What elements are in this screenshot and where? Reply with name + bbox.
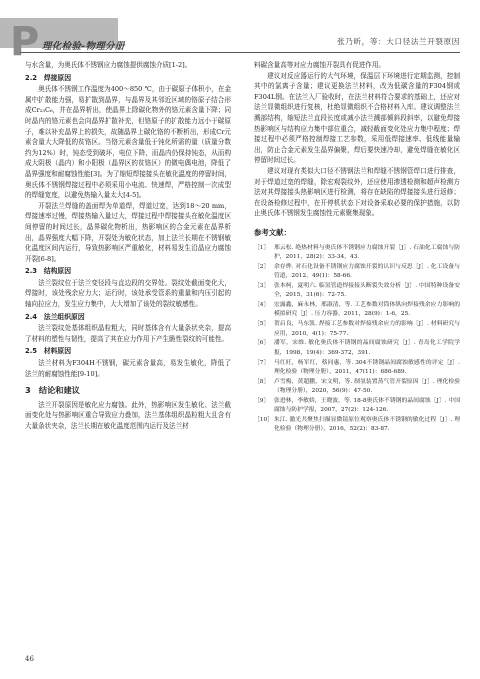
header-divider: [20, 52, 460, 53]
reference-text: 余存烨. 对石化设备不锈钢应力腐蚀开裂的认识与反思［J］. 化工设备与管道，2012，49(1)：58-66.: [274, 263, 460, 279]
paragraph: 法兰裂纹位于法兰变径段与直边段的交界处。裂纹处截面变化大，焊接时，该处残余应力大；运行时，该处承受管系的重量和内压引起的轴向拉应力，发生应力集中，大大增加了该处的裂纹敏感性。: [25, 278, 231, 309]
paragraph: 建议对反应器运行的大气环境，保温层下环境进行定期监测，控制其中的氯离子含量；建议更换法兰材料，改为低碳含量的F304钢或F304L钢。在法兰入厂验收时，在法兰材料符合要求的基础上，还应对法兰显微组织进行复核，杜绝显微组织不合格材料入库。建议调整法兰溅部结构，缩短法兰直段长度或减小法兰溅部倾斜段斜率，以避免焊接热影响区与结构应力集中部位重合，减轻截面变化处应力集中程度；焊接过程中必须严格控制焊接工艺参数，采用低焊接速率、低线能量输出，防止合金元素发生晶界偏聚，焊后要快速冷却，避免焊缝在敏化区停留时间过长。: [254, 71, 460, 165]
left-column: [25, 60, 231, 432]
reference-number: ［5］: [254, 321, 270, 328]
reference-number: ［2］: [254, 263, 270, 270]
paragraph: 开裂法兰焊缝的盖面焊为单道焊，焊道过宽，达到18～20 mm，焊接速率过慢，焊接热输入量过大，焊接过程中焊接接头在敏化温度区间停留的时间过长，晶界碳化物析出，热影响区的合金元素在晶界析出，晶界强度大幅下降，开裂处为敏化状态，加上法兰长期在不锈钢敏化温度区间内运行，导致热影响区严重敏化，材料易发生沿晶应力腐蚀开裂[6-8]。: [25, 201, 231, 263]
reference-text: 朱江. 激光共聚焦扫描显微镜原位观察奥氏体不锈钢的敏化过程［J］. 理化检验（物理分册），2016，52(2)：83-87.: [274, 417, 460, 433]
logo-letter: P: [10, 19, 40, 65]
right-column-body: [254, 60, 460, 219]
reference-text: 马红旺，杨军红，蔡同惠，等. 304不锈钢晶间腐蚀敏感性的评定［J］. 理化检验（物理分册），2011，47(11)：686-689.: [274, 359, 460, 375]
paragraph: 法兰开裂原因是敏化应力腐蚀。此外，热影响区发生敏化、法兰截面变化处与热影响区重合导致应力叠加，法兰基体组织晶粒粗大且含有大量条状夹杂，法兰长期在敏化温度范围内运行及法兰材: [25, 400, 231, 430]
reference-text: 邢云松. 绝热材料与奥氏体不锈钢应力腐蚀开裂［J］. 石油化工腐蚀与防护，2011，28(2)：33-34，43.: [274, 244, 460, 260]
reference-number: ［6］: [254, 340, 270, 347]
reference-item: [254, 320, 460, 339]
reference-item: [254, 416, 460, 435]
paragraph: 与水含量，为奥氏体不锈钢应力腐蚀提供腐蚀介质[1-2]。: [25, 61, 192, 69]
reference-number: ［9］: [254, 398, 270, 404]
right-column: [254, 60, 460, 435]
reference-text: 张进林，李敏娇，王晓波，等. 18-8奥氏体不锈钢的晶间腐蚀［J］. 中国腐蚀与防护学报，2007，27(2)：124-126.: [274, 398, 460, 414]
reference-text: 卢雪梅，黄超鹏，宋文明，等. 制氢装置蒸气管开裂原因［J］. 理化检验（物理分册），2020，56(9)：47-50.: [274, 378, 460, 395]
section-heading: 2.3 结构原因: [25, 267, 72, 276]
section-heading: 2.5 材料原因: [25, 347, 72, 356]
reference-text: 宏露鑫，麻永林，邢淑清，等. 工艺参数对筒体纵向焊接残余应力影响的模拟研究［J］. 压力容器，2011，28(9)：1-6，25.: [274, 302, 460, 318]
reference-text: 张本柯，夏明六. 临氢管道焊接接头断裂失效分析［J］. 中国特种设备安全，2015，31(6)：72-75.: [274, 282, 460, 299]
reference-number: ［10］: [254, 417, 273, 424]
reference-number: ［7］: [254, 359, 270, 366]
reference-item: [254, 359, 460, 378]
reference-number: ［8］: [254, 378, 270, 385]
reference-number: ［1］: [254, 244, 270, 251]
reference-number: ［4］: [254, 302, 270, 309]
reference-number: ［3］: [254, 282, 270, 289]
reference-item: [254, 263, 460, 282]
reference-item: [254, 244, 460, 263]
reference-item: [254, 282, 460, 301]
page-number: 46: [25, 655, 34, 663]
reference-text: 贺启良，马东凯. 焊接工艺参数对焊接残余应力的影响［J］. 材料研究与应用，2010，4(1)：75-77.: [274, 321, 460, 337]
reference-item: [254, 339, 460, 358]
journal-name: 理化检验-物理分册: [42, 41, 125, 52]
chapter-heading: 3 结论和建议: [25, 385, 80, 396]
paragraph: 奥氏体不锈钢工作温度为400～850 ℃，由于碳原子体积小，在金属中扩散能力强，易扩散到晶界，与晶界及其邻近区域的铬原子结合形成Cr₂₃C₆，并在晶界析出，使晶界上除碳化物外的铬元素含量下降；同时晶内的铬元素也会向晶界扩散补充，但铬原子的扩散能力远小于碳原子，难以补充晶界上的损失，故随晶界上碳化铬的不断析出，形成Cr元素含量大大降低的贫铬区。当铬元素含量低于钝化所需的量（质量分数约为12%）时，钝态受到破坏，电位下降，而晶内仍保持钝态，从而构成大阴极（晶内）和小阳极（晶界区的贫铬区）的微电偶电池，降低了晶界强度和耐腐蚀性能[3]。为了缩短焊接接头在敏化温度的停留时间，奥氏体不锈钢焊接过程中必须采用小电流、快速焊，严格控制一次成型的焊缝宽度，以避免热输入量太大[4-5]。: [25, 85, 231, 200]
reference-text: 潘军，宋维. 敏化奥氏体不锈钢的晶间腐蚀研究［J］. 青岛化工学院学报，1998，19(4)：369-372，391.: [274, 340, 460, 356]
section-heading: 2.4 法兰组织原因: [25, 312, 85, 321]
reference-item: [254, 301, 460, 320]
paragraph: 建议对现有类似大口径不锈钢法兰和焊缝不锈钢管焊口进行排查，对于焊道过宽的焊缝，除宏观裂纹外，还应使用渗透检测和超声检测方法对其焊接接头热影响区进行检测，将存在缺陷的焊接接头进行返修；在设备检修过程中，在开停机状态下对设备采取必要的保护措施，以防止奥氏体不锈钢发生腐蚀性元素聚集现象。: [254, 166, 460, 218]
reference-item: [254, 378, 460, 397]
section-heading: 2.2 焊接原因: [25, 73, 72, 82]
reference-item: [254, 397, 460, 416]
references-heading: 参考文献：: [254, 227, 291, 237]
paragraph: 法兰裂纹处基体组织晶粒粗大，同时基体含有大量条状夹杂，提高了材料的塑性与韧性，提高了其在应力作用下产生脆性裂纹的可能性。: [25, 324, 231, 343]
paragraph: 料碳含量高等对应力腐蚀开裂具有促进作用。: [254, 61, 385, 69]
references-list: [254, 244, 460, 435]
paragraph: 法兰材料为F304H不锈钢，碳元素含量高，易发生敏化，降低了法兰的耐腐蚀性能[9-10]。: [25, 359, 231, 378]
running-title: 张乃昕，等：大口径法兰开裂原因: [337, 37, 460, 46]
